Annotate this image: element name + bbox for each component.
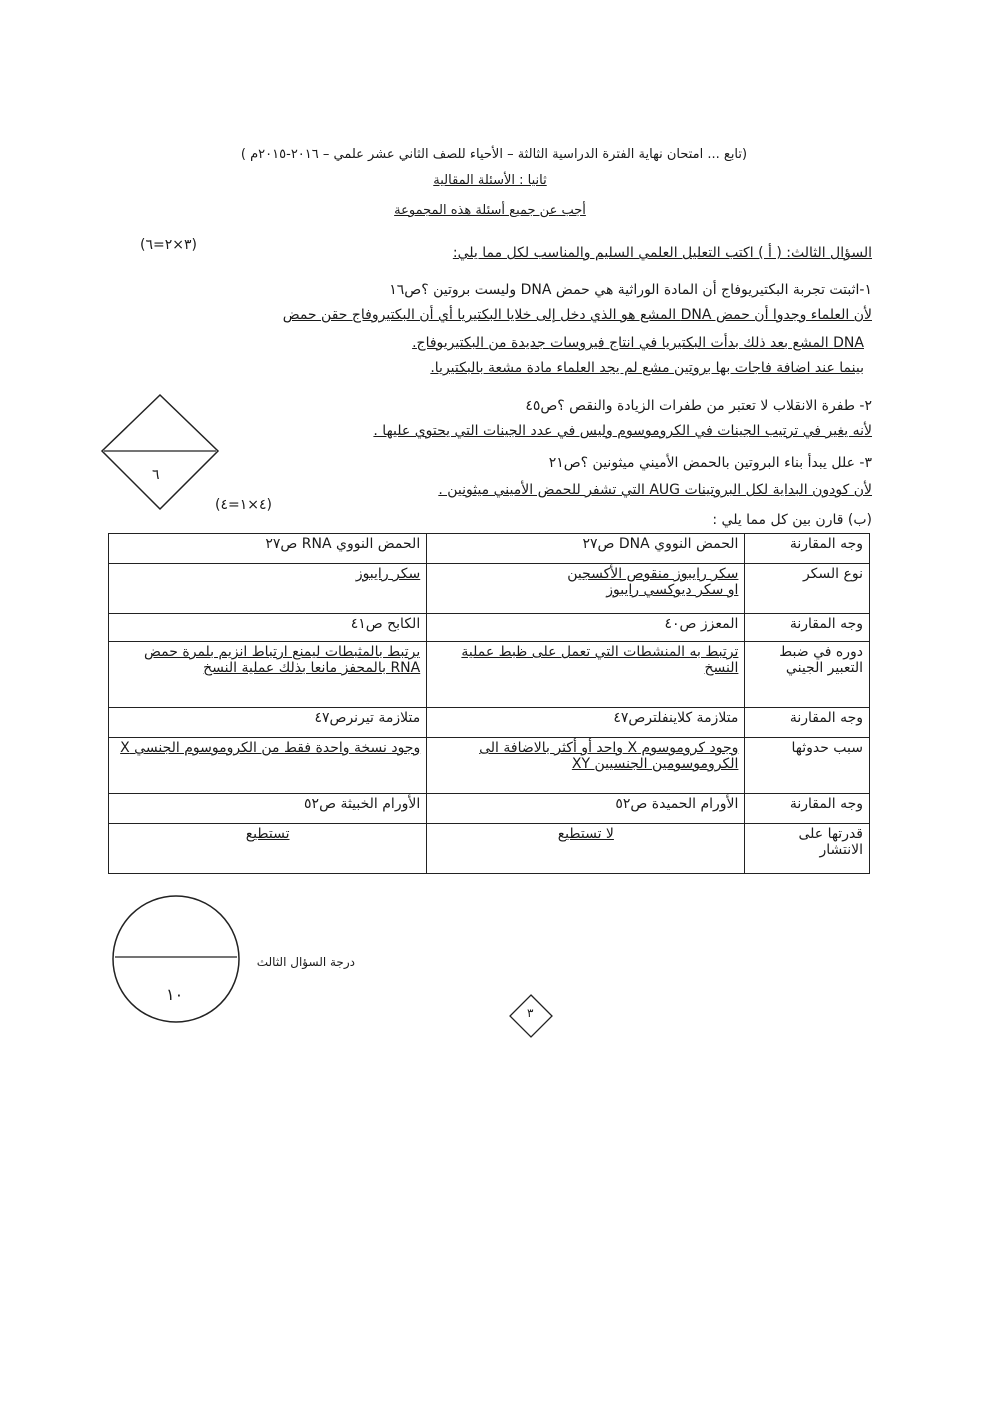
table-cell-aspect: سبب حدوثها: [745, 738, 870, 794]
table-row: [109, 642, 870, 708]
item-1-answer-line-3: بينما عند اضافة فاجات بها بروتين مشع لم يجد العلماء مادة مشعة بالبكتيريا.: [430, 360, 864, 376]
grade-label: درجة السؤال الثالث: [256, 955, 355, 969]
item-2-question: ٢- طفرة الانقلاب لا تعتبر من طفرات الزيادة والنقص ؟ص٤٥: [525, 398, 872, 414]
table-cell-aspect: وجه المقارنة: [745, 614, 870, 642]
table-cell-aspect: وجه المقارنة: [745, 708, 870, 738]
question-title: السؤال الثالث: ( أ ) اكتب التعليل العلمي السليم والمناسب لكل مما يلي:: [452, 245, 872, 261]
table-cell-col2: متلازمة تيرنرص٤٧: [109, 708, 427, 738]
table-cell-col2: الحمض النووي RNA ص٢٧: [109, 534, 427, 564]
table-cell-aspect: دوره في ضبط التعبير الجيني: [745, 642, 870, 708]
table-row: [109, 708, 870, 738]
table-row: [109, 824, 870, 874]
table-cell-col2: وجود نسخة واحدة فقط من الكروموسوم الجنسي X: [109, 738, 427, 794]
table-cell-col1: لا تستطيع: [427, 824, 745, 874]
instruction: أجب عن جميع أسئلة هذه المجموعة: [394, 203, 586, 218]
table-cell-col2: يرتبط بالمثبطات ليمنع ارتباط انزيم بلمرة حمض RNA بالمحفز مانعا بذلك عملية النسخ: [109, 642, 427, 708]
table-cell-col2: الأورام الخبيثة ص٥٢: [109, 794, 427, 824]
item-3-question: ٣- علل يبدأ بناء البروتين بالحمض الأميني ميثونين ؟ص٢١: [548, 455, 872, 471]
table-row: [109, 614, 870, 642]
grade-value: ١٠: [166, 985, 184, 1004]
marks-diamond-value: ٦: [152, 467, 160, 483]
exam-title: (تابع ... امتحان نهاية الفترة الدراسية الثالثة – الأحياء للصف الثاني عشر علمي – ٢٠١٦-٢٠١٥م ): [240, 147, 748, 162]
table-cell-col1: الحمض النووي DNA ص٢٧: [427, 534, 745, 564]
marks-part-a: (٣×٢=٦): [140, 237, 197, 253]
table-cell-col1: ترتبط به المنشطات التي تعمل على ظبط عملية النسخ: [427, 642, 745, 708]
item-3-answer: لأن كودون البداية لكل البروتينات AUG التي تشفر للحمض الأميني ميثونين .: [438, 482, 872, 498]
table-cell-aspect: قدرتها على الانتشار: [745, 824, 870, 874]
table-cell-col1: المعزز ص٤٠: [427, 614, 745, 642]
table-cell-col1: وجود كروموسوم X واحد أو أكثر بالاضافة الى الكروموسومين الجنسيين XY: [427, 738, 745, 794]
comparison-table: [108, 533, 870, 874]
table-cell-col2: تستطيع: [109, 824, 427, 874]
item-2-answer: لأنه يغير في ترتيب الجينات في الكروموسوم وليس في عدد الجينات التي يحتوي عليها .: [373, 423, 872, 439]
page-number: ٣: [527, 1006, 534, 1020]
table-row: [109, 738, 870, 794]
table-cell-col1: الأورام الحميدة ص٥٢: [427, 794, 745, 824]
item-1-answer-line-2: DNA المشع بعد ذلك بدأت البكتيريا في انتاج فيروسات جديدة من البكتيريوفاج.: [412, 335, 864, 351]
table-cell-col2: سكر رايبوز: [109, 564, 427, 614]
grade-circle: [110, 893, 242, 1025]
table-cell-aspect: نوع السكر: [745, 564, 870, 614]
marks-diamond: [100, 393, 220, 513]
item-1-answer-line-1: لأن العلماء وجدوا أن حمض DNA المشع هو الذي دخل إلى خلايا البكتيريا أي أن البكتيروفاج حقن حمض: [282, 307, 872, 323]
table-row: [109, 534, 870, 564]
section-title: ثانيا : الأسئلة المقالية: [433, 173, 547, 188]
item-1-question: ١-اثبتت تجربة البكتيريوفاج أن المادة الوراثية هي حمض DNA وليست بروتين ؟ص١٦: [389, 282, 872, 298]
table-cell-col1: متلازمة كلاينفلترص٤٧: [427, 708, 745, 738]
table-cell-aspect: وجه المقارنة: [745, 534, 870, 564]
table-cell-col1: سكر رايبوز منقوص الأكسجين او سكر ديوكسي رايبوز: [427, 564, 745, 614]
table-cell-col2: الكابح ص٤١: [109, 614, 427, 642]
table-row: [109, 794, 870, 824]
marks-part-b: (٤×١=٤): [215, 497, 272, 513]
part-b-title: (ب) قارن بين كل مما يلي :: [712, 512, 872, 528]
table-cell-aspect: وجه المقارنة: [745, 794, 870, 824]
table-row: [109, 564, 870, 614]
